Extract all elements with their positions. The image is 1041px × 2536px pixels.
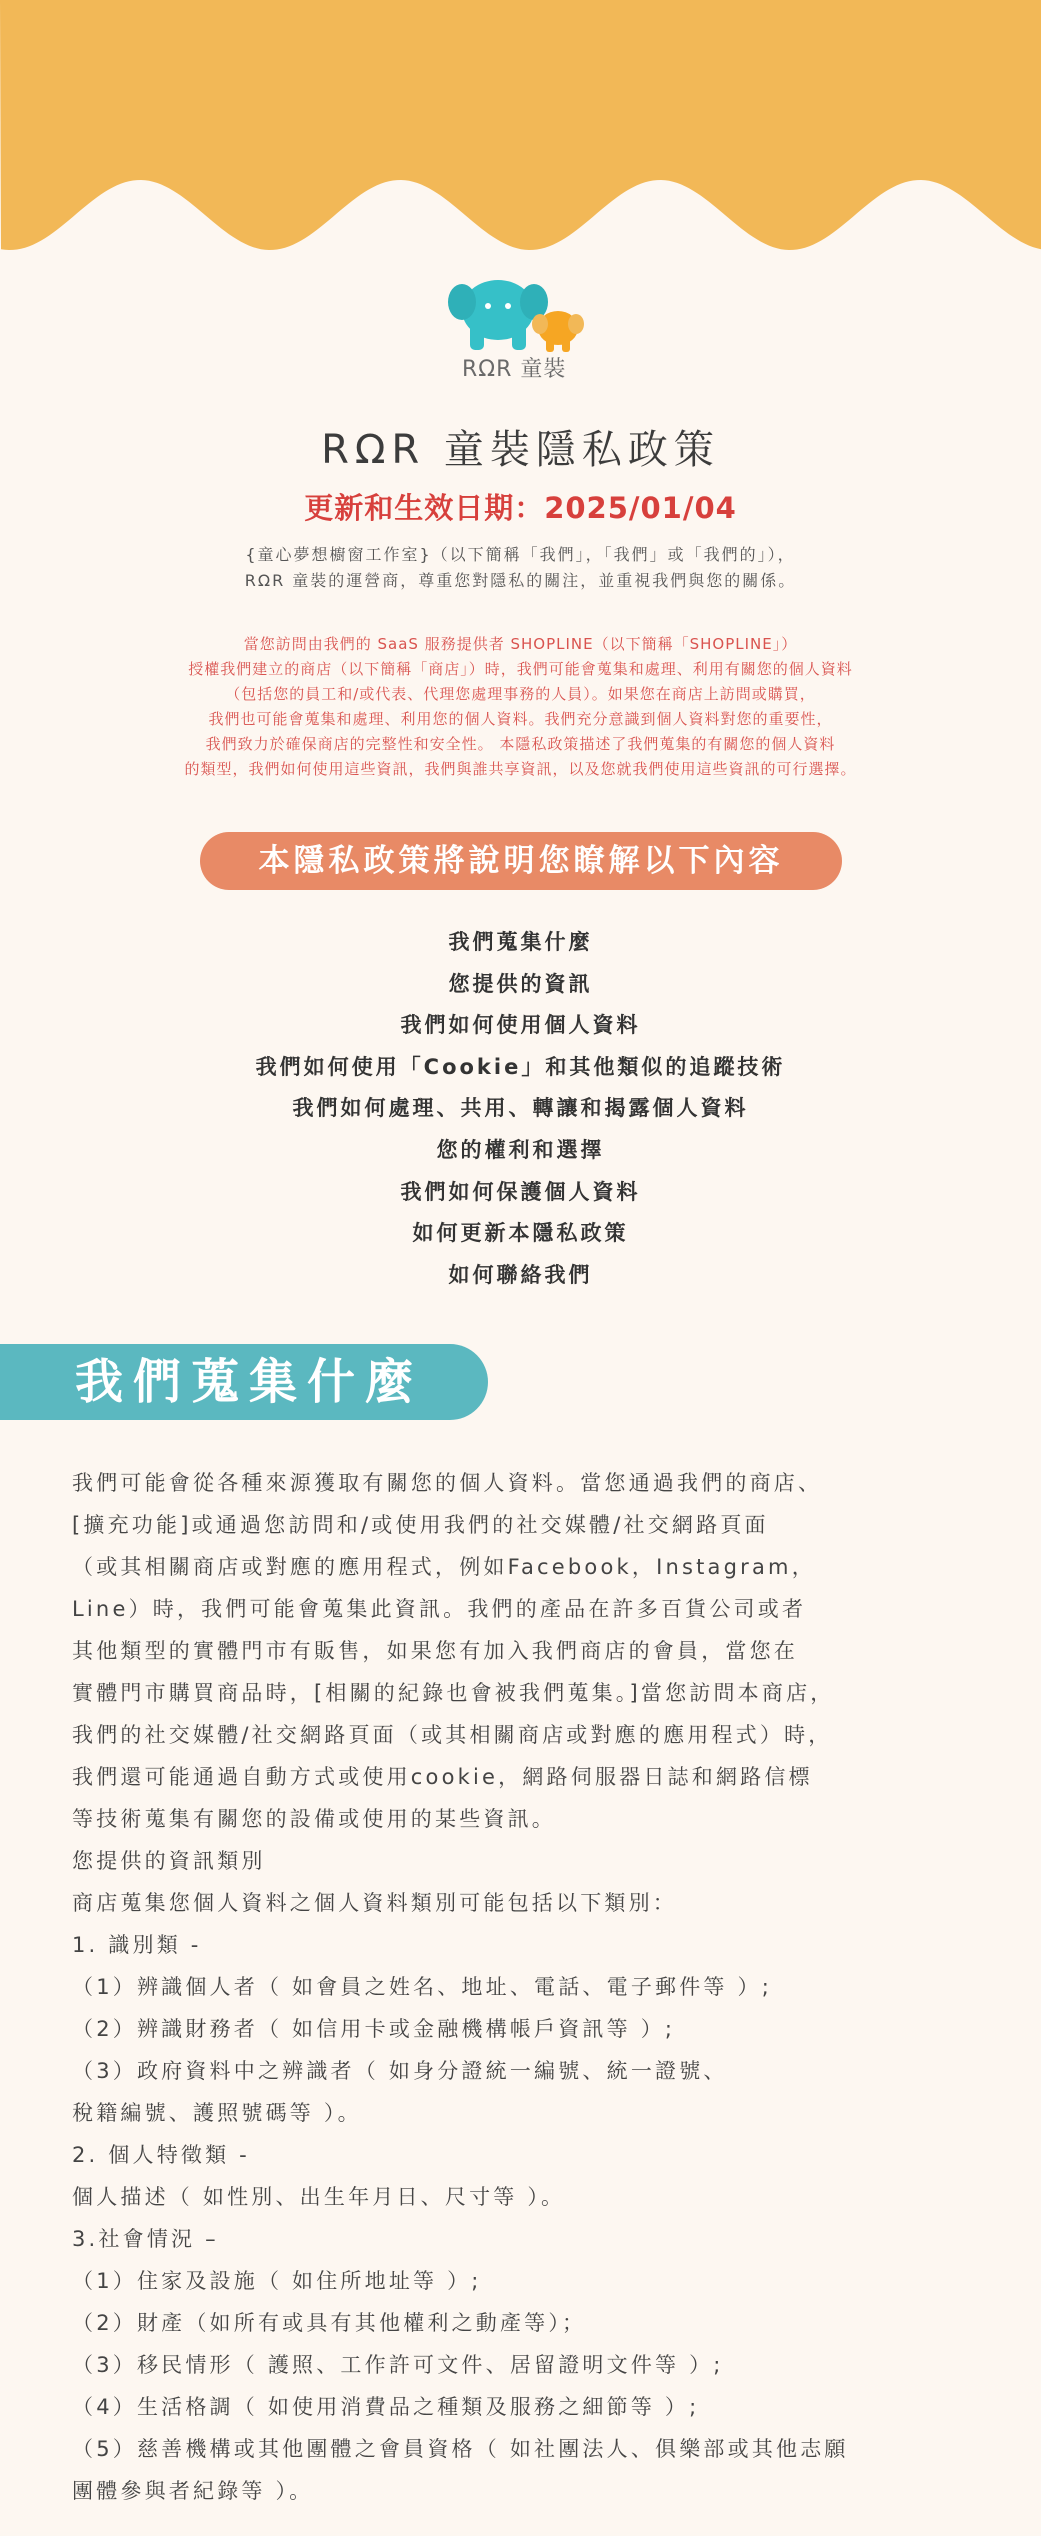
- body-line: （1）住家及設施（ 如住所地址等 ）;: [72, 2269, 482, 2293]
- toc-item-what-we-collect[interactable]: 我們蒐集什麼: [448, 930, 593, 954]
- body-line: 團體參與者紀錄等 ）。: [72, 2479, 314, 2503]
- intro-text: [0, 542, 1041, 594]
- notice-line: 的類型，我們如何使用這些資訊，我們與誰共享資訊，以及您就我們使用這些資訊的可行選擇。: [184, 760, 857, 778]
- body-line: 我們還可能通過自動方式或使用cookie，網路伺服器日誌和網路信標: [72, 1765, 813, 1789]
- body-line: 我們可能會從各種來源獲取有關您的個人資料。當您通過我們的商店、: [72, 1471, 823, 1495]
- page-title: RΩR 童裝隱私政策: [321, 427, 720, 473]
- body-line: 您提供的資訊類別: [72, 1849, 266, 1873]
- body-line: （或其相關商店或對應的應用程式，例如Facebook，Instagram，: [72, 1555, 816, 1579]
- toc-item-info-you-provide[interactable]: 您提供的資訊: [448, 971, 593, 996]
- body-line: 稅籍編號、護照號碼等 ）。: [72, 2101, 362, 2125]
- toc-item-cookies[interactable]: 我們如何使用「Cookie」和其他類似的追蹤技術: [255, 1054, 786, 1079]
- toc-item-contact[interactable]: 如何聯絡我們: [448, 1262, 593, 1287]
- body-line: （1）辨識個人者（ 如會員之姓名、地址、電話、電子郵件等 ）;: [72, 1975, 772, 1999]
- intro-line: {童心夢想櫥窗工作室}（以下簡稱「我們」，「我們」或「我們的」），: [245, 545, 796, 564]
- notice-line: 我們也可能會蒐集和處理、利用您的個人資料。我們充分意識到個人資料對您的重要性，: [208, 710, 833, 728]
- body-line: 商店蒐集您個人資料之個人資料類別可能包括以下類別：: [72, 1891, 677, 1915]
- body-line: 實體門市購買商品時，[相關的紀錄也會被我們蒐集。]當您訪問本商店，: [72, 1681, 835, 1705]
- toc-item-how-we-use[interactable]: 我們如何使用個人資料: [400, 1013, 641, 1038]
- section-heading: 我們蒐集什麼: [0, 1344, 488, 1420]
- body-line: （3）移民情形（ 護照、工作許可文件、居留證明文件等 ）;: [72, 2353, 724, 2377]
- body-line: 個人描述（ 如性別、出生年月日、尺寸等 ）。: [72, 2185, 566, 2209]
- body-line: 我們的社交媒體/社交網路頁面（或其相關商店或對應的應用程式）時，: [72, 1723, 833, 1747]
- body-line: （2）財產（如所有或具有其他權利之動產等）；: [72, 2311, 587, 2335]
- intro-line: RΩR 童裝的運營商，尊重您對隱私的關注，並重視我們與您的關係。: [244, 571, 797, 590]
- body-line: （2）辨識財務者（ 如信用卡或金融機構帳戶資訊等 ）;: [72, 2017, 676, 2041]
- body-line: （5）慈善機構或其他團體之會員資格（ 如社團法人、俱樂部或其他志願: [72, 2437, 849, 2461]
- body-line: Line）時，我們可能會蒐集此資訊。我們的產品在許多百貨公司或者: [72, 1597, 807, 1621]
- toc-item-sharing[interactable]: 我們如何處理、共用、轉讓和揭露個人資料: [292, 1096, 749, 1121]
- toc-item-rights[interactable]: 您的權利和選擇: [436, 1137, 605, 1162]
- body-line: 其他類型的實體門市有販售，如果您有加入我們商店的會員，當您在: [72, 1639, 798, 1663]
- body-line: （4）生活格調（ 如使用消費品之種類及服務之細節等 ）;: [72, 2395, 700, 2419]
- header-wave: [0, 0, 1041, 290]
- body-line: 2. 個人特徵類 -: [72, 2143, 250, 2167]
- logo-wordmark: RΩR 童裝: [462, 357, 567, 382]
- effective-date: 更新和生效日期：2025/01/04: [304, 491, 737, 525]
- section-body: [72, 1462, 992, 2512]
- body-line: [擴充功能]或通過您訪問和/或使用我們的社交媒體/社交網路頁面: [72, 1513, 769, 1537]
- notice-line: 我們致力於確保商店的完整性和安全性。 本隱私政策描述了我們蒐集的有關您的個人資料: [205, 735, 836, 753]
- body-line: 等技術蒐集有關您的設備或使用的某些資訊。: [72, 1807, 556, 1831]
- body-line: 3.社會情況 –: [72, 2227, 219, 2251]
- toc-item-updates[interactable]: 如何更新本隱私政策: [412, 1221, 629, 1246]
- toc-heading: 本隱私政策將說明您瞭解以下內容: [200, 832, 842, 890]
- shopline-notice: [0, 632, 1041, 782]
- notice-line: （包括您的員工和/或代表、代理您處理事務的人員）。如果您在商店上訪問或購買，: [225, 685, 816, 703]
- body-line: （3）政府資料中之辨識者（ 如身分證統一編號、統一證號、: [72, 2059, 728, 2083]
- notice-line: 授權我們建立的商店（以下簡稱「商店」）時，我們可能會蒐集和處理、利用有關您的個人資料: [188, 660, 853, 678]
- body-line: 1. 識別類 -: [72, 1933, 202, 1957]
- table-of-contents: [0, 922, 1041, 1296]
- toc-item-protection[interactable]: 我們如何保護個人資料: [400, 1179, 641, 1204]
- notice-line: 當您訪問由我們的 SaaS 服務提供者 SHOPLINE（以下簡稱「SHOPLINE」）: [243, 635, 798, 653]
